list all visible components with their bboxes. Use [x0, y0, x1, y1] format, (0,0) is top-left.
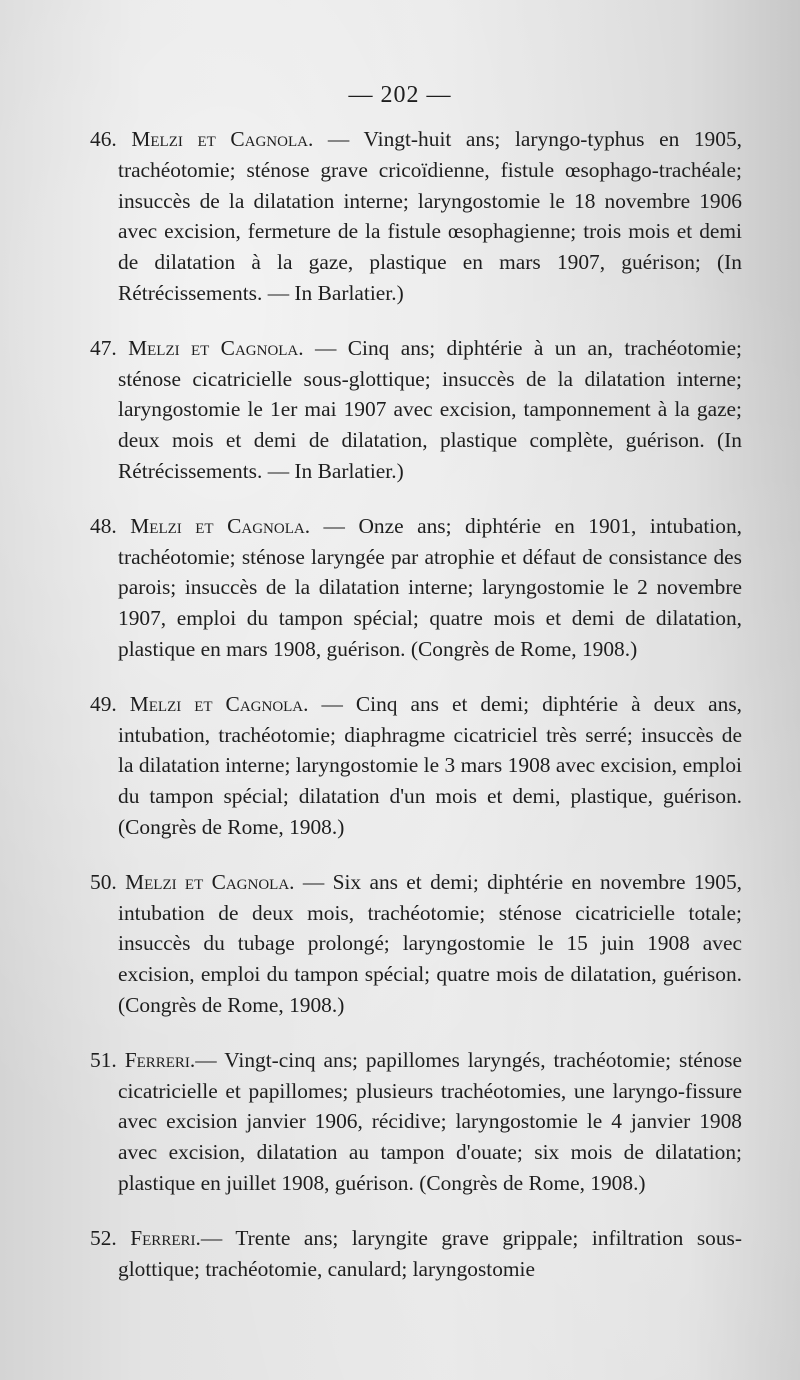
case-text: — Cinq ans et demi; diphtérie à deux ans, intubation, trachéotomie; diaphragme cicatriciel très serré; insuccès de la dilatation interne; laryngostomie le 3 mars 1908 avec excision, emploi du tampon spécial; dilatation d'un mois et demi, plastique, guérison. (Congrès de Rome, 1908.) — [118, 691, 743, 839]
case-text: — Cinq ans; diphtérie à un an, trachéotomie; sténose cicatricielle sous-glottique; insuccès de la dilatation interne; laryngostomie le 1er mai 1907 avec excision, tamponnement à la gaze; deux mois et demi de dilatation, plastique complète, guérison. (In Rétrécissements. — In Barlatier.) — [118, 335, 743, 483]
case-number: 50. — [90, 869, 117, 894]
case-entry-50 — [90, 867, 742, 1021]
case-text: — Six ans et demi; diphtérie en novembre 1905, intubation de deux mois, trachéotomie; sténose cicatricielle totale; insuccès du tubage prolongé; laryngostomie le 15 juin 1908 avec excision, emploi du tampon spécial; quatre mois de dilatation, guérison. (Congrès de Rome, 1908.) — [118, 869, 742, 1017]
case-entry-51 — [90, 1045, 742, 1199]
case-authors: Melzi et Cagnola. — [128, 335, 304, 360]
case-text: — Vingt-huit ans; laryngo-typhus en 1905, trachéotomie; sténose grave cricoïdienne, fistule œsophago-trachéale; insuccès de la dilatation interne; laryngostomie le 18 novembre 1906 avec excision, fermeture de la fistule œsophagienne; trois mois et demi de dilatation à la gaze, plastique en mars 1907, guérison; (In Rétrécissements. — In Barlatier.) — [118, 127, 742, 305]
case-text: — Trente ans; laryngite grave grippale; infiltration sous-glottique; trachéotomie, canulard; laryngostomie — [118, 1225, 742, 1281]
case-text: — Vingt-cinq ans; papillomes laryngés, trachéotomie; sténose cicatricielle et papillomes; plusieurs trachéotomies, une laryngo-fissure avec excision janvier 1906, récidive; laryngostomie le 4 janvier 1908 avec excision, dilatation au tampon d'ouate; six mois de dilatation; plastique en juillet 1908, guérison. (Congrès de Rome, 1908.) — [118, 1047, 742, 1195]
case-list — [90, 124, 742, 1284]
case-entry-46 — [90, 124, 742, 309]
case-authors: Melzi et Cagnola. — [131, 127, 314, 151]
case-number: 49. — [90, 691, 117, 716]
case-number: 51. — [90, 1047, 117, 1072]
case-number: 48. — [90, 513, 117, 538]
case-authors: Melzi et Cagnola. — [130, 513, 311, 538]
case-number: 47. — [90, 335, 117, 360]
case-text: — Onze ans; diphtérie en 1901, intubation, trachéotomie; sténose laryngée par atrophie et défaut de consistance des parois; insuccès de la dilatation interne; laryngostomie le 2 novembre 1907, emploi du tampon spécial; quatre mois et demi de dilatation, plastique en mars 1908, guérison. (Congrès de Rome, 1908.) — [118, 513, 742, 661]
case-authors: Ferreri. — [124, 1047, 196, 1072]
case-number: 52. — [90, 1225, 117, 1250]
case-entry-48 — [90, 511, 742, 665]
case-entry-52 — [90, 1223, 742, 1285]
case-authors: Ferreri. — [130, 1225, 201, 1250]
case-authors: Melzi et Cagnola. — [129, 691, 309, 716]
case-number: 46. — [90, 127, 117, 151]
case-entry-49 — [90, 689, 742, 843]
page-number: — 202 — — [348, 82, 452, 108]
case-authors: Melzi et Cagnola. — [125, 869, 295, 894]
case-entry-47 — [90, 333, 742, 487]
